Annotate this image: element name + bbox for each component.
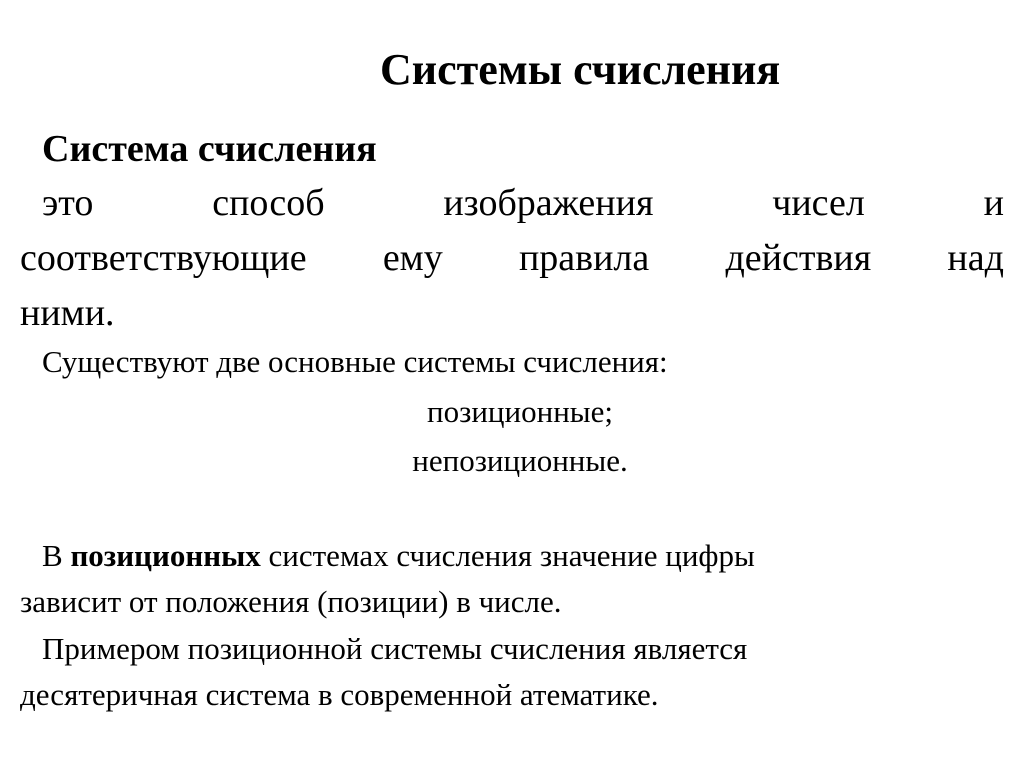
kind-positional: позиционные; bbox=[427, 394, 613, 429]
kind-nonpositional: непозиционные. bbox=[412, 443, 628, 478]
definition-word: ему bbox=[382, 237, 443, 279]
definition-word: над bbox=[947, 237, 1004, 279]
definition-word: соответствующие bbox=[20, 237, 307, 279]
positional-paragraph bbox=[20, 533, 1010, 625]
example-line-1: Примером позиционной системы счисления является bbox=[42, 631, 748, 666]
definition-word: и bbox=[983, 182, 1004, 224]
positional-line-2: зависит от положения (позиции) в числе. bbox=[20, 584, 562, 619]
definition-word: способ bbox=[212, 182, 325, 224]
exist-statement: Существуют две основные системы счисления: bbox=[42, 344, 668, 379]
definition-word: изображения bbox=[443, 182, 654, 224]
definition-line-1 bbox=[20, 176, 1004, 231]
positional-suffix: системах счисления значение цифры bbox=[260, 538, 755, 573]
positional-bold-word: позиционных bbox=[70, 538, 261, 573]
definition-word: действия bbox=[725, 237, 872, 279]
term-heading: Система счисления bbox=[42, 128, 377, 170]
example-line-2: десятеричная система в современной атематике. bbox=[20, 677, 659, 712]
positional-line-1 bbox=[20, 533, 1010, 579]
slide-title: Системы счисления bbox=[380, 45, 781, 94]
positional-prefix: В bbox=[42, 538, 71, 573]
definition-text bbox=[20, 176, 1004, 341]
definition-line-2 bbox=[20, 231, 1004, 286]
definition-word: чисел bbox=[772, 182, 865, 224]
definition-word: правила bbox=[518, 237, 650, 279]
example-paragraph bbox=[20, 626, 1010, 718]
definition-word: это bbox=[42, 182, 94, 224]
definition-line-3: ними. bbox=[20, 292, 115, 334]
